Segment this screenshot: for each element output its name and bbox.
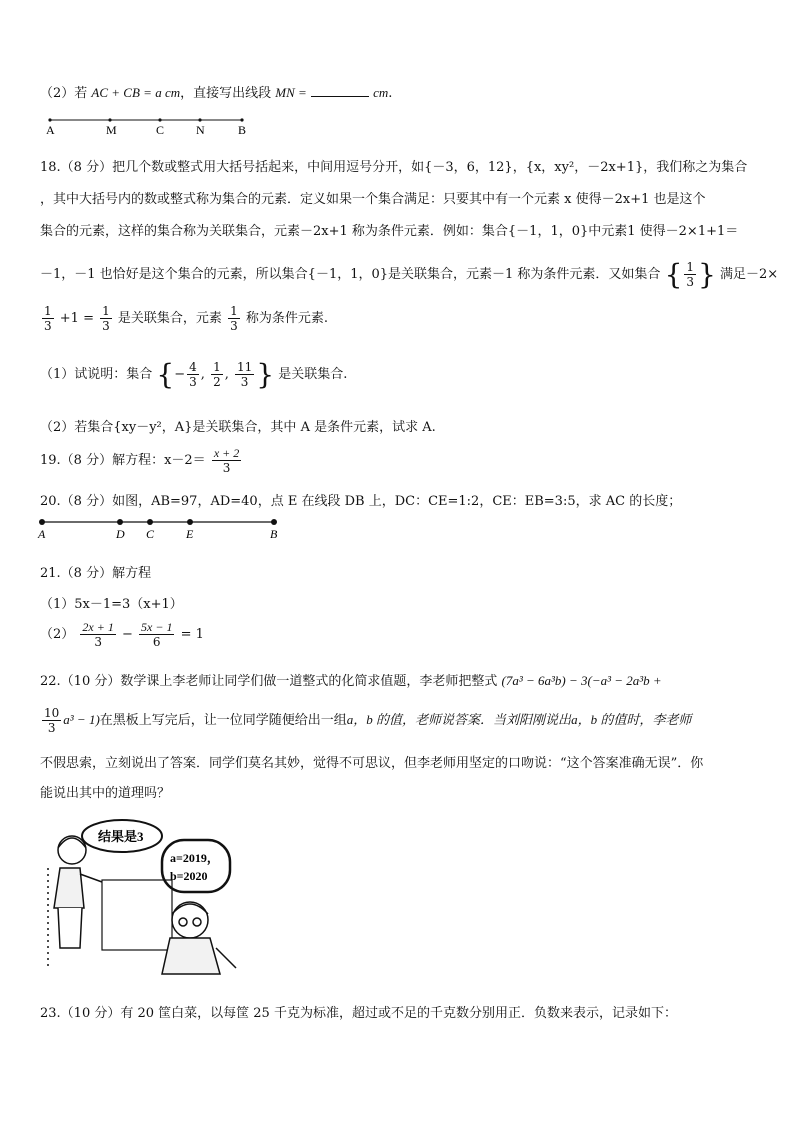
q22-cartoon-illustration — [40, 818, 280, 978]
q20-label-b: B — [270, 527, 278, 541]
q17-label-b: B — [238, 123, 247, 137]
q22-line4: 能说出其中的道理吗？ — [40, 786, 171, 801]
q18-line4: －1，－1 也恰好是这个集合的元素，所以集合{－1，1，0}是关联集合，元素－1 称为条件元素．又如集合 { $\frac{1}{3}$ } 满足－2× — [40, 258, 779, 291]
q20-label-d: D — [116, 527, 125, 541]
student-figure — [162, 902, 236, 974]
q17-point-c — [158, 118, 161, 121]
q21-part1: （1）5x－1=3（x+1） — [40, 597, 183, 612]
q18-line5: $\frac{1}{3}$ +1 = $\frac{1}{3}$ 是关联集合，元素 $\frac{1}{3}$ 称为条件元素. — [44, 304, 328, 333]
q20-point-d — [117, 519, 123, 525]
q20-point-e — [187, 519, 193, 525]
q17-point-n — [198, 118, 201, 121]
q17-point-b — [240, 118, 243, 121]
teacher-figure — [48, 836, 102, 968]
q22-line3: 不假思索，立刻说出了答案．同学们莫名其妙，觉得不可思议，但李老师用坚定的口吻说：“这个答案准确无误”．你 — [40, 756, 704, 771]
q17-part2: （2）若 AC + CB = a cm，直接写出线段 MN = cm. — [40, 85, 393, 101]
svg-text:b=2020: b=2020 — [170, 869, 208, 883]
q17-segment-figure — [40, 114, 260, 140]
q20-point-b — [271, 519, 277, 525]
fraction-one-third: $\frac{1}{3}$ — [686, 260, 695, 289]
q17-label-n: N — [196, 123, 205, 137]
q17-label-c: C — [156, 123, 165, 137]
q17-point-m — [108, 118, 111, 121]
q19: 19.（8 分）解方程：x－2＝ $\frac{x + 2}{3}$ — [40, 446, 240, 475]
q18-part2: （2）若集合{xy－y²，A}是关联集合，其中 A 是条件元素，试求 A. — [40, 420, 436, 435]
q18-line1: 18.（8 分）把几个数或整式用大括号括起来，中间用逗号分开，如{－3，6，12}，{x，xy²，－2x+1}，我们称之为集合 — [40, 160, 748, 175]
q22-line2: $\frac{10}{3}$ a³ − 1)在黑板上写完后，让一位同学随便给出一组a，b 的值，老师说答案．当刘阳刚说出a，b 的值时，李老师 — [44, 706, 692, 735]
q17-point-a — [48, 118, 51, 121]
q23: 23.（10 分）有 20 筐白菜，以每筐 25 千克为标准，超过或不足的千克数分别用正．负数来表示，记录如下： — [40, 1006, 677, 1021]
q18-part1: （1）试说明：集合 {− $\frac{4}{3}$ , $\frac{1}{2}$ , $\frac{11}{3}$ } 是关联集合. — [40, 358, 348, 391]
q18-line2: ，其中大括号内的数或整式称为集合的元素．定义如果一个集合满足：只要其中有一个元素 x 使得－2x+1 也是这个 — [40, 192, 706, 207]
q20-label-a: A — [38, 527, 46, 541]
q17-label-m: M — [106, 123, 117, 137]
q20: 20.（8 分）如图，AB=97，AD=40，点 E 在线段 DB 上，DC：CE=1:2，CE：EB=3:5，求 AC 的长度； — [40, 494, 682, 509]
q20-segment-figure — [34, 514, 294, 544]
q20-label-c: C — [146, 527, 155, 541]
q20-point-c — [147, 519, 153, 525]
svg-text:a=2019，: a=2019， — [170, 851, 219, 865]
q20-point-a — [39, 519, 45, 525]
q21-part2: （2） $\frac{2x + 1}{3}$ − $\frac{5x - 1}{6}$ = 1 — [40, 620, 204, 649]
q21-title: 21.（8 分）解方程 — [40, 566, 152, 581]
q17-label-a: A — [46, 123, 55, 137]
q18-line3: 集合的元素，这样的集合称为关联集合，元素－2x+1 称为条件元素．例如：集合{－1，1，0}中元素1 使得－2×1+1＝ — [40, 224, 739, 239]
teacher-bubble-text: 结果是3 — [98, 829, 144, 844]
q20-label-e: E — [186, 527, 194, 541]
q22-line1: 22.（10 分）数学课上李老师让同学们做一道整式的化简求值题，李老师把整式 (7a³ − 6a³b) − 3(−a³ − 2a³b + — [40, 673, 662, 689]
